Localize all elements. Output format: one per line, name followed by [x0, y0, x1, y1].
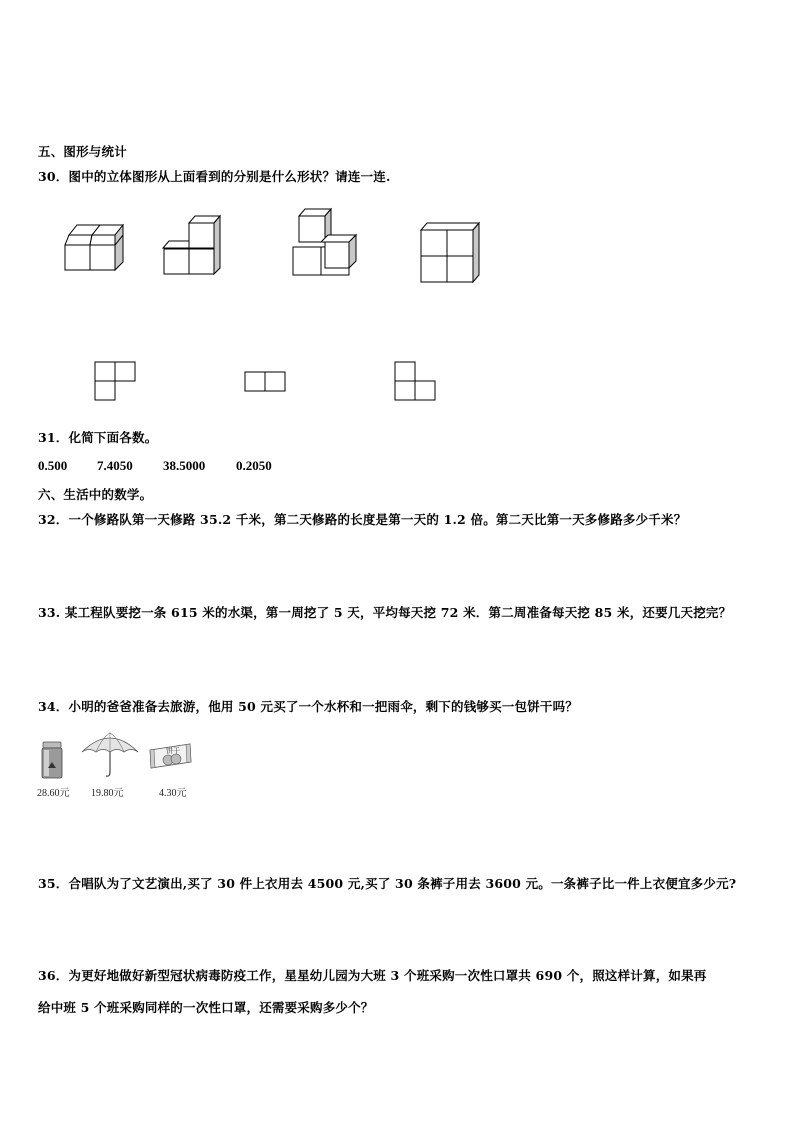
solid-figure-1 — [60, 225, 130, 275]
question-32: 32．一个修路队第一天修路 35.2 千米，第二天修路的长度是第一天的 1.2 倍。第二天比第一天多修路多少千米？ — [38, 512, 687, 527]
question-30: 30．图中的立体图形从上面看到的分别是什么形状？请连一连. — [38, 169, 391, 184]
biscuit-price: 4.30元 — [159, 788, 187, 799]
question-34: 34．小明的爸爸准备去旅游，他用 50 元买了一个水杯和一把雨伞，剩下的钱够买一包饼干吗？ — [38, 699, 578, 714]
cup-icon — [40, 740, 66, 780]
section-five-heading: 五、图形与统计 — [38, 144, 127, 159]
number-4: 0.2050 — [236, 458, 272, 473]
solid-figure-4 — [418, 220, 488, 285]
biscuit-label: 饼干 — [166, 747, 180, 755]
umbrella-icon — [80, 730, 140, 780]
question-31: 31．化简下面各数。 — [38, 430, 158, 445]
top-view-1 — [93, 360, 138, 402]
question-36-line-1: 36．为更好地做好新型冠状病毒防疫工作，星星幼儿园为大班 3 个班采购一次性口罩共 690 个，照这样计算，如果再 — [38, 968, 707, 983]
question-36-line-2: 给中班 5 个班采购同样的一次性口罩，还需要采购多少个？ — [38, 1000, 374, 1015]
top-view-3 — [393, 360, 438, 402]
biscuit-icon — [148, 742, 193, 770]
solid-figure-2 — [162, 213, 232, 275]
number-3: 38.5000 — [163, 458, 206, 473]
number-2: 7.4050 — [97, 458, 133, 473]
number-1: 0.500 — [38, 458, 68, 473]
section-six-heading: 六、生活中的数学。 — [38, 487, 153, 502]
top-view-2 — [243, 370, 288, 394]
umbrella-price: 19.80元 — [91, 788, 124, 799]
question-35: 35．合唱队为了文艺演出,买了 30 件上衣用去 4500 元,买了 30 条裤子用去 3600 元。一条裤子比一件上衣便宜多少元? — [38, 876, 737, 891]
question-33: 33. 某工程队要挖一条 615 米的水渠，第一周挖了 5 天，平均每天挖 72 米．第二周准备每天挖 85 米，还要几天挖完？ — [38, 605, 732, 620]
cup-price: 28.60元 — [37, 788, 70, 799]
solid-figure-3 — [290, 207, 365, 279]
